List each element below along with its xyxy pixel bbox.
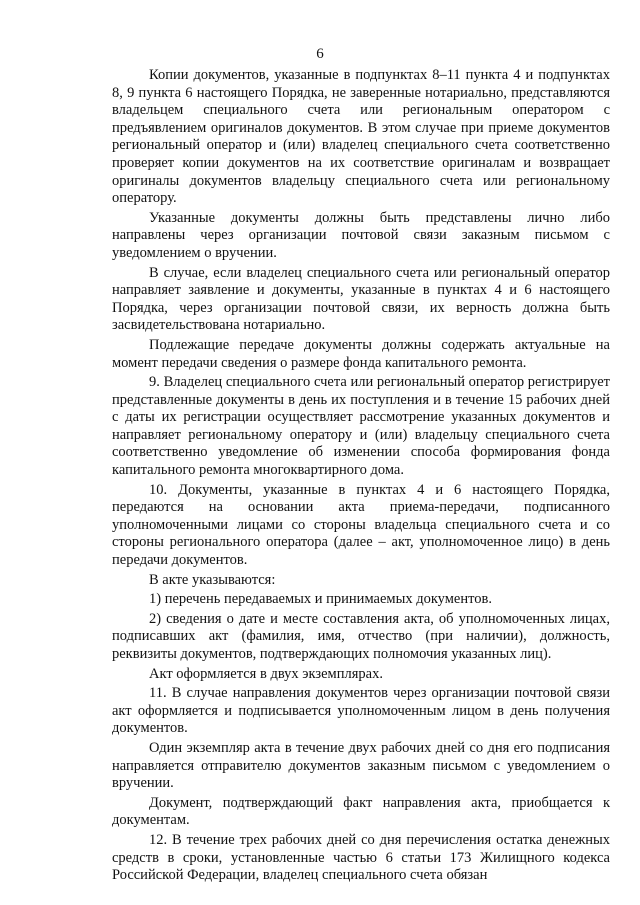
paragraph-current-information: Подлежащие передаче документы должны содержать актуальные на момент передачи сведения о размере фонда капитального ремонта.: [112, 336, 610, 371]
paragraph-item-12: 12. В течение трех рабочих дней со дня перечисления остатка денежных средств в сроки, установленные частью 6 статьи 173 Жилищного кодекса Российской Федерации, владелец специального счета обязан: [112, 831, 610, 884]
paragraph-act-copies: Акт оформляется в двух экземплярах.: [149, 665, 383, 682]
paragraph-item-10: 10. Документы, указанные в пунктах 4 и 6 настоящего Порядка, передаются на основании акта приема-передачи, подписанного уполномоченными лицами со стороны владельца специального счета и со стороны регионального оператора (далее – акт, уполномоченное лицо) в день передачи документов.: [112, 481, 610, 569]
document-body: [112, 67, 610, 887]
paragraph-act-dispatch: Один экземпляр акта в течение двух рабочих дней со дня его подписания направляется отправителю документов заказным письмом с уведомлением о вручении.: [112, 739, 610, 792]
paragraph-item-9: 9. Владелец специального счета или региональный оператор регистрирует представленные документы в день их поступления и в течение 15 рабочих дней с даты их регистрации осуществляет рассмотрение указанных документов и направляет региональному оператору и (или) владельцу специального счета соответственно уведомление об изменении способа формирования фонда капитального ремонта многоквартирного дома.: [112, 374, 610, 479]
paragraph-act-list-2: 2) сведения о дате и месте составления акта, об уполномоченных лицах, подписавших акт (фамилия, имя, отчество (при наличии), должность, реквизиты документов, подтверждающих полномочия указанных лиц).: [112, 610, 610, 662]
page-number: 6: [316, 46, 324, 62]
paragraph-dispatch-proof: Документ, подтверждающий факт направления акта, приобщается к документам.: [112, 794, 610, 829]
paragraph-act-contents-heading: В акте указываются:: [149, 571, 276, 588]
paragraph-submission-method: Указанные документы должны быть представлены лично либо направлены через организации почтовой связи заказным письмом с уведомлением о вручении.: [112, 209, 610, 261]
paragraph-postal-notarization: В случае, если владелец специального счета или региональный оператор направляет заявление и документы, указанные в пунктах 4 и 6 настоящего Порядка, через организации почтовой связи, их верность должна быть засвидетельствована нотариально.: [112, 264, 610, 334]
paragraph-item-11: 11. В случае направления документов через организации почтовой связи акт оформляется и подписывается уполномоченным лицом в день получения документов.: [112, 685, 610, 737]
paragraph-act-list-1: 1) перечень передаваемых и принимаемых документов.: [149, 591, 492, 608]
paragraph-copies-of-documents: Копии документов, указанные в подпунктах 8–11 пункта 4 и подпунктах 8, 9 пункта 6 настоящего Порядка, не заверенные нотариально, представляются владельцем специального счета или региональным оператором с предъявлением оригиналов документов. В этом случае при приеме документов региональный оператор и (или) владелец специального счета соответственно проверяет копии документов на их соответствие оригиналам и возвращает оригиналы документов владельцу специального счета или региональному оператору.: [112, 67, 610, 207]
